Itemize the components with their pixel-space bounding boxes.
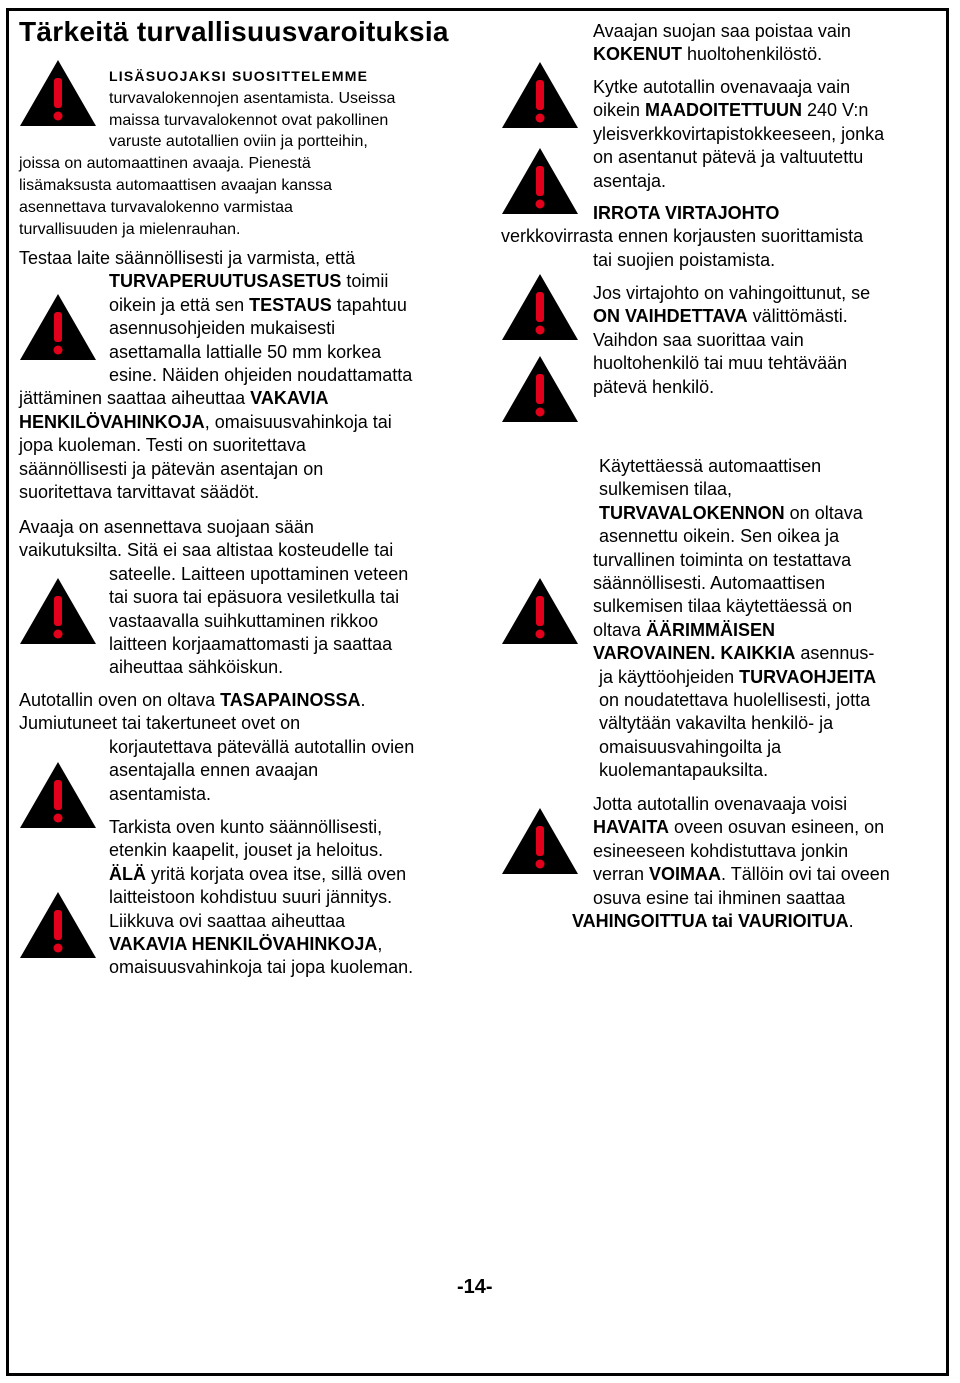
unplug-warning: IRROTA VIRTAJOHTO verkkovirrasta ennen korjausten suorittamista tai suojien poistamista. [501,203,864,270]
warning-triangle-icon [18,760,98,830]
cover-removal-note: Avaajan suojan saa poistaa vain KOKENUT huoltohenkilöstö. [593,21,851,65]
page-number: -14- [457,1276,493,1298]
warning-triangle-icon [500,806,580,876]
warning-triangle-icon [500,146,580,216]
grounding-warning: Kytke autotallin ovenavaaja vain oikein MAADOITETTUUN 240 V:n yleisverkkovirtapistokkeeseen, jonka on asentanut pätevä ja valtuutettu asentaja. [593,77,885,191]
warning-triangle-icon [500,60,580,130]
photo-eye-recommendation: LISÄSUOJAKSI SUOSITTELEMME turvavalokennojen asentamista. Useissa maissa turvavalokennot ovat pakollinen varuste autotallien oviin ja portteihin, joissa on automaattinen avaaja. Pienestä lisämaksusta automaattisen avaajan kanssa asennettava turvavalokenno varmistaa turvallisuuden ja mielenrauhan. [19,68,396,238]
warning-triangle-icon [500,576,580,646]
warning-triangle-icon [500,354,580,424]
power-cord-warning: Jos virtajohto on vahingoittunut, se ON VAIHDETTAVA välittömästi. Vaihdon saa suorittaa vain huoltohenkilö tai muu tehtävään pätevä henkilö. [593,283,871,397]
auto-close-warning: Käytettäessä automaattisen sulkemisen tilaa, TURVAVALOKENNON on oltava asennettu oikein. Sen oikea ja turvallinen toiminta on testattava säännöllisesti. Automaattisen sulkemisen tilaa käytettäessä on oltava ÄÄRIMMÄISEN VAROVAINEN. KAIKKIA asennus- ja käyttöohjeiden TURVAOHJEITA on noudatettava huolellisesti, jotta vältytään vakavilta henkilö- ja omaisuusvahingoilta ja kuolemantapauksilta. [593,456,877,781]
warning-triangle-icon [500,272,580,342]
safety-reverse-test-warning: Testaa laite säännöllisesti ja varmista, että TURVAPERUUTUSASETUS toimii oikein ja että sen TESTAUS tapahtuu asennusohjeiden mukaisesti asettamalla lattialle 50 mm korkea esine. Näiden ohjeiden noudattamatta jättäminen saattaa aiheuttaa VAKAVIA HENKILÖVAHINKOJA, omaisuusvahinkoja tai jopa kuoleman. Testi on suoritettava säännöllisesti ja pätevän asentajan on suoritettava tarvittavat säädöt. [19,248,413,503]
warning-triangle-icon [18,58,98,128]
warning-triangle-icon [18,890,98,960]
page-title: Tärkeitä turvallisuusvaroituksia [19,16,449,47]
door-condition-warning: Tarkista oven kunto säännöllisesti, etenkin kaapelit, jouset ja heloitus. ÄLÄ yritä korjata ovea itse, sillä oven laitteistoon kohdistuu suuri jännitys. Liikkuva ovi saattaa aiheuttaa VAKAVIA HENKILÖVAHINKOJA, omaisuusvahinkoja tai jopa kuoleman. [109,817,414,978]
door-balance-warning: Autotallin oven on oltava TASAPAINOSSA. Jumiutuneet tai takertuneet ovet on korjautettava pätevällä autotallin ovien asentajalla ennen avaajan asentamista. [19,690,415,804]
obstruction-force-warning: Jotta autotallin ovenavaaja voisi HAVAITA oveen osuvan esineen, on esineeseen kohdistuttava jonkin verran VOIMAA. Tällöin ovi tai oveen osuva esine tai ihminen saattaa VAHINGOITTUA tai VAURIOITUA. [572,794,890,932]
warning-triangle-icon [18,292,98,362]
warning-triangle-icon [18,576,98,646]
weather-protection-warning: Avaaja on asennettava suojaan sään vaikutuksilta. Sitä ei saa altistaa kosteudelle tai sateelle. Laitteen upottaminen veteen tai suora tai epäsuora vesiletkulla tai vastaavalla suihkuttaminen rikkoo laitteen korjaamattomasti ja saattaa aiheuttaa sähköiskun. [19,517,409,678]
